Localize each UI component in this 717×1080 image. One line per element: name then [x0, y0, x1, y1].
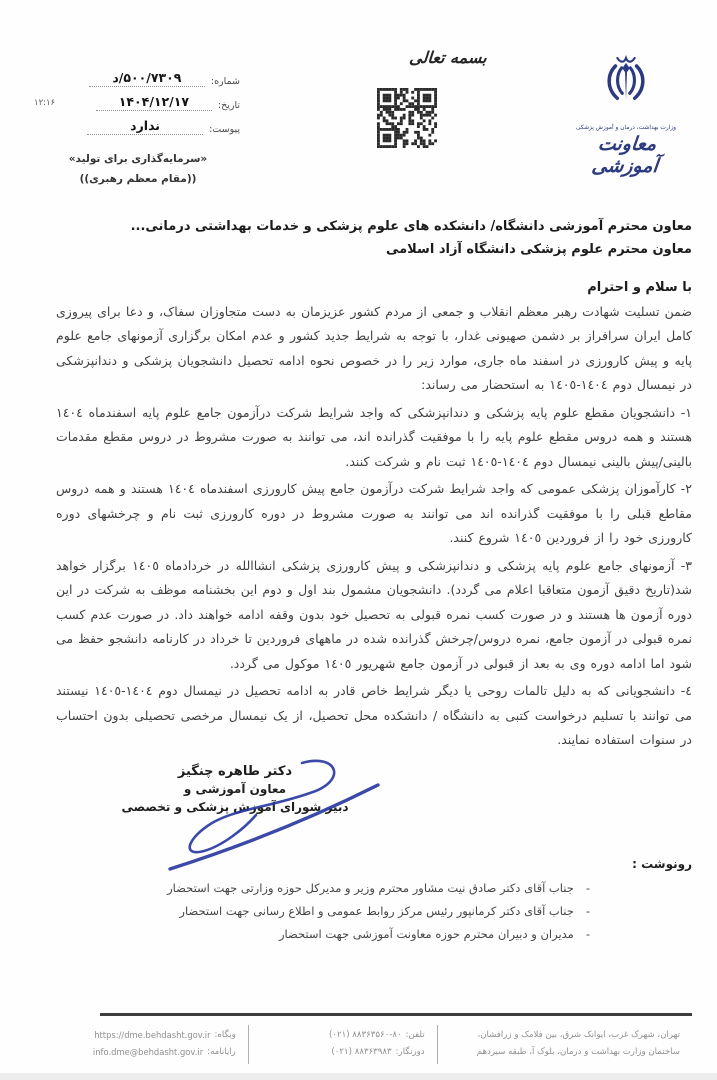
cc-item: [56, 900, 692, 923]
paragraph-item-2: ٢- کارآموزان پزشکی عمومی که واجد شرایط شرکت درآزمون جامع پیش کارورزی اسفندماه ١٤٠٤ هستند و همه دروس مقاطع قبلی را با موفقیت گذرانده اند می توانند به صورت مشروط در دوره کارورزی ثبت نام و چرخشهای دوره کارورزی خود را از فروردین ١٤٠٥ شروع کنند.: [56, 481, 692, 545]
phone-label: تلفن:: [405, 1029, 425, 1040]
deputy-name-calligraphy: معاونت آموزشی: [590, 133, 660, 177]
cc-item-text: جناب آقای دکتر کرمانپور رئیس مرکز روابط عمومی و اطلاع رسانی جهت استحضار: [179, 903, 574, 918]
phone-value: ۸۸۳۶۳۵۶۰-۸۰ (۰۲۱): [328, 1029, 402, 1040]
cc-label: رونوشت :: [632, 856, 692, 871]
cc-item: [56, 923, 692, 946]
addressee-block: [56, 216, 692, 262]
letter-body: [56, 216, 692, 946]
scan-timestamp: ۱۲:۱۶: [34, 98, 56, 108]
signatory-identity: [110, 763, 360, 817]
website-row: [34, 1027, 236, 1045]
letter-attachment-value: ندارد: [87, 118, 203, 135]
letter-date-label: تاریخ:: [217, 100, 240, 111]
year-slogan: [62, 150, 214, 190]
address-line-2: ساختمان وزارت بهداشت و درمان، بلوک آ، طبقه سیزدهم: [476, 1047, 680, 1058]
cc-item: [56, 877, 692, 900]
fax-row: [261, 1044, 425, 1062]
letter-number-row: [60, 70, 240, 87]
ministry-name-script: وزارت بهداشت، درمان و آموزش پزشکی: [575, 123, 677, 131]
letter-number-label: شماره:: [210, 76, 240, 87]
signatory-title-1: معاون آموزشی و: [183, 782, 287, 797]
footer-columns: [22, 1025, 692, 1064]
address-line-1: تهران، شهرک غرب، ایوانک شرق، بین فلامک و زرافشان،: [477, 1029, 680, 1040]
paragraph-item-1: ١- دانشجویان مقطع علوم پایه پزشکی و دندانپزشکی که واجد شرایط شرکت درآزمون جامع علوم پایه اسفندماه ١٤٠٤ هستند و همه دروس مقطع علوم پایه را با موفقیت گذرانده اند، می توانند به صورت مشروط در دروس مقطع مقدمات بالینی/پیش بالینی نیمسال دوم ١٤٠٤-١٤٠٥ ثبت نام و شرکت کنند.: [56, 404, 692, 469]
cc-item-text: مدیران و دبیران محترم حوزه معاونت آموزشی جهت استحضار: [278, 926, 574, 941]
addressee-line-1: معاون محترم آموزشی دانشگاه/ دانشکده های علوم پزشکی و خدمات بهداشتی درمانی...: [130, 219, 692, 234]
letter-date-row: [60, 94, 240, 111]
phone-row: [261, 1027, 425, 1045]
paragraph-intro: ضمن تسلیت شهادت رهبر معظم انقلاب و جمعی از مردم کشور عزیزمان به دست متجاوزان سفاک، و دعا برای پیروزی کامل ایران سرافراز بر دشمن صهیونی غدار، با توجه به شرایط جدید کشور و عدم امکان برگزاری آزمونهای جامع علوم پایه و پیش کارورزی در اسفند ماه جاری، موارد زیر را در خصوص نحوه ادامه تحصیل دانشجویان پزشکی و دندانپزشکی در نیمسال دوم ١٤٠٤-١٤٠٥ به استحضار می رساند:: [56, 303, 692, 392]
salutation: با سلام و احترام: [587, 279, 692, 295]
paragraph-item-3: ٣- آزمونهای جامع علوم پایه پزشکی و دندانپزشکی و پیش کارورزی پزشکی انشاالله در خردادماه ١٤٠٥ برگزار خواهد شد(تاریخ دقیق آزمون متعاقبا اعلام می گردد). دانشجویان مشمول بند اول و دوم این بخشنامه موظف به شرکت در این دوره آزمون ها هستند و در صورت کسب نمره قبولی به تحصیل خود بدون وقفه ادامه خواهند داد. در صورت عدم کسب نمره قبولی در آزمون جامع، نمره دروس/چرخش گذرانده شده در ماههای فروردین تا خرداد در کارنامه دانشجو حفظ می شود اما ادامه دوره وی به بعد از قبولی در آزمون جامع شهریور ١٤٠٥ موکول می گردد.: [56, 557, 692, 671]
footer-phones: [249, 1025, 438, 1064]
letter-meta-block: [60, 70, 240, 142]
letter-date-value: ۱۴۰۴/۱۲/۱۷: [96, 94, 212, 111]
scan-edge-strip: [0, 1073, 717, 1080]
year-slogan-line1: «سرمایه‌گذاری برای تولید»: [68, 153, 208, 165]
cc-item-text: جناب آقای دکتر صادق نیت مشاور محترم وزیر و مدیرکل حوزه وزارتی جهت استحضار: [167, 880, 574, 895]
letter-attachment-row: [60, 118, 240, 135]
ministry-logo-block: [561, 48, 691, 177]
iran-emblem-icon: [595, 48, 657, 120]
addressee-line-2: معاون محترم علوم پزشکی دانشگاه آزاد اسلامی: [385, 241, 692, 257]
email-value: info.dme@behdasht.gov.ir: [92, 1047, 204, 1058]
cc-section: [56, 857, 692, 946]
besmellah-calligraphy: بسمه تعالی: [408, 48, 488, 67]
signatory-name: دکتر طاهره چنگیز: [177, 763, 293, 779]
fax-value: ۸۸۳۶۳۹۸۳ (۰۲۱): [331, 1047, 392, 1058]
letter-number-value: ۵۰۰/۷۳۰۹/د: [89, 70, 205, 87]
signatory-title-2: دبیر شورای آموزش پزشکی و تخصصی: [121, 799, 349, 814]
letter-footer: [22, 1013, 692, 1064]
paragraph-item-4: ٤- دانشجویانی که به دلیل تالمات روحی یا دیگر شرایط خاص قادر به ادامه تحصیل در نیمسال دوم ١٤٠٤-١٤٠٥ نیستند می توانند با تسلیم درخواست کتبی به دانشگاه / دانشکده محل تحصیل، از یک نیمسال مرخصی تحصیلی بدون احتساب در سنوات استفاده نمایند.: [56, 683, 693, 747]
fax-label: دورنگار:: [395, 1047, 425, 1058]
dash-marker: -: [585, 926, 590, 941]
dash-marker: -: [585, 880, 590, 895]
footer-web: [22, 1025, 249, 1064]
letter-attachment-label: پیوست:: [209, 124, 240, 135]
year-slogan-line2: ((مقام معظم رهبری)): [79, 172, 197, 185]
website-value: https://dme.behdasht.gov.ir: [94, 1029, 211, 1040]
qr-code: [377, 88, 437, 148]
signature-block: [56, 759, 692, 857]
dash-marker: -: [585, 903, 590, 918]
footer-address: [438, 1025, 692, 1064]
email-row: [34, 1044, 236, 1062]
website-label: وبگاه:: [214, 1029, 236, 1040]
footer-divider-line: [100, 1013, 692, 1016]
email-label: رایانامه:: [207, 1047, 236, 1058]
letterhead: [0, 0, 717, 212]
